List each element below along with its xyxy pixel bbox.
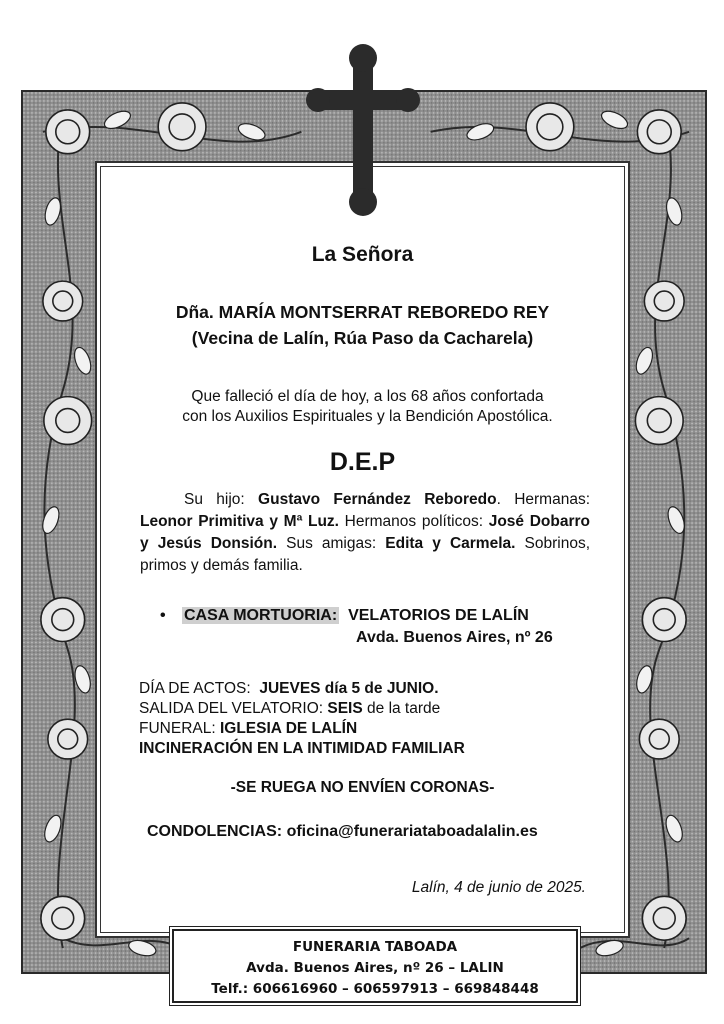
mortuary-line xyxy=(160,607,600,625)
sisters-names: Leonor Primitiva y Mª Luz. xyxy=(140,513,339,530)
death-notice-line: con los Auxilios Espirituales y la Bendición Apostólica. xyxy=(182,408,553,425)
friends-names: Edita y Carmela. xyxy=(385,535,516,552)
acts-cremation-text: INCINERACIÓN EN LA INTIMIDAD FAMILIAR xyxy=(139,740,465,757)
notice-date: Lalín, 4 de junio de 2025. xyxy=(411,879,586,896)
page-title: La Señora xyxy=(311,243,414,266)
funeral-home-address: Avda. Buenos Aires, nº 26 – LALIN xyxy=(246,960,504,976)
cross-icon xyxy=(306,44,420,216)
acts-funeral xyxy=(139,719,599,739)
inlaws-label: Hermanos políticos: xyxy=(338,513,484,530)
acts-schedule xyxy=(139,679,599,759)
funeral-home-name: FUNERARIA TABOADA xyxy=(292,939,458,955)
sisters-label: . Hermanas: xyxy=(496,491,590,508)
acts-day-value: JUEVES día 5 de JUNIO. xyxy=(259,680,439,697)
family-indent xyxy=(140,491,184,508)
acts-funeral-label: FUNERAL: xyxy=(139,720,216,737)
acts-departure-value: SEIS xyxy=(327,700,363,717)
other-relatives: Sobrinos, primos y demás familia. xyxy=(140,535,591,574)
friends-label: Sus amigas: xyxy=(277,535,377,552)
inlaws-names: José Dobarro y Jesús Donsión. xyxy=(140,513,590,552)
death-notice xyxy=(140,387,595,427)
acts-day-label: DÍA DE ACTOS: xyxy=(139,680,251,697)
son-label: Su hijo: xyxy=(184,491,245,508)
funeral-home-footer xyxy=(172,929,578,1003)
condolences-email-link[interactable]: oficina@funerariataboadalalin.es xyxy=(286,823,538,840)
acts-day xyxy=(139,679,599,699)
mortuary-name: VELATORIOS DE LALÍN xyxy=(348,607,529,624)
acts-departure xyxy=(139,699,599,719)
acts-departure-suffix: de la tarde xyxy=(367,700,441,717)
deceased-residence: (Vecina de Lalín, Rúa Paso da Cacharela) xyxy=(191,328,534,348)
dep-heading: D.E.P xyxy=(329,448,396,476)
condolences-line xyxy=(147,823,538,841)
death-notice-line: Que falleció el día de hoy, a los 68 años confortada xyxy=(191,388,544,405)
bullet-icon: • xyxy=(160,607,166,624)
family-paragraph xyxy=(140,489,590,577)
mortuary-address: Avda. Buenos Aires, nº 26 xyxy=(356,629,553,646)
condolences-label: CONDOLENCIAS: xyxy=(147,823,283,840)
acts-funeral-value: IGLESIA DE LALÍN xyxy=(219,720,358,737)
funeral-home-phones: Telf.: 606616960 – 606597913 – 669848448 xyxy=(211,981,539,997)
son-name: Gustavo Fernández Reboredo xyxy=(258,491,497,508)
mortuary-label: CASA MORTUORIA: xyxy=(184,607,338,624)
deceased-name: Dña. MARÍA MONTSERRAT REBOREDO REY xyxy=(175,302,550,322)
acts-departure-label: SALIDA DEL VELATORIO: xyxy=(139,700,324,717)
acts-cremation xyxy=(139,739,599,759)
mortuary-info xyxy=(160,607,600,646)
no-wreaths-notice: -SE RUEGA NO ENVÍEN CORONAS- xyxy=(230,779,495,796)
